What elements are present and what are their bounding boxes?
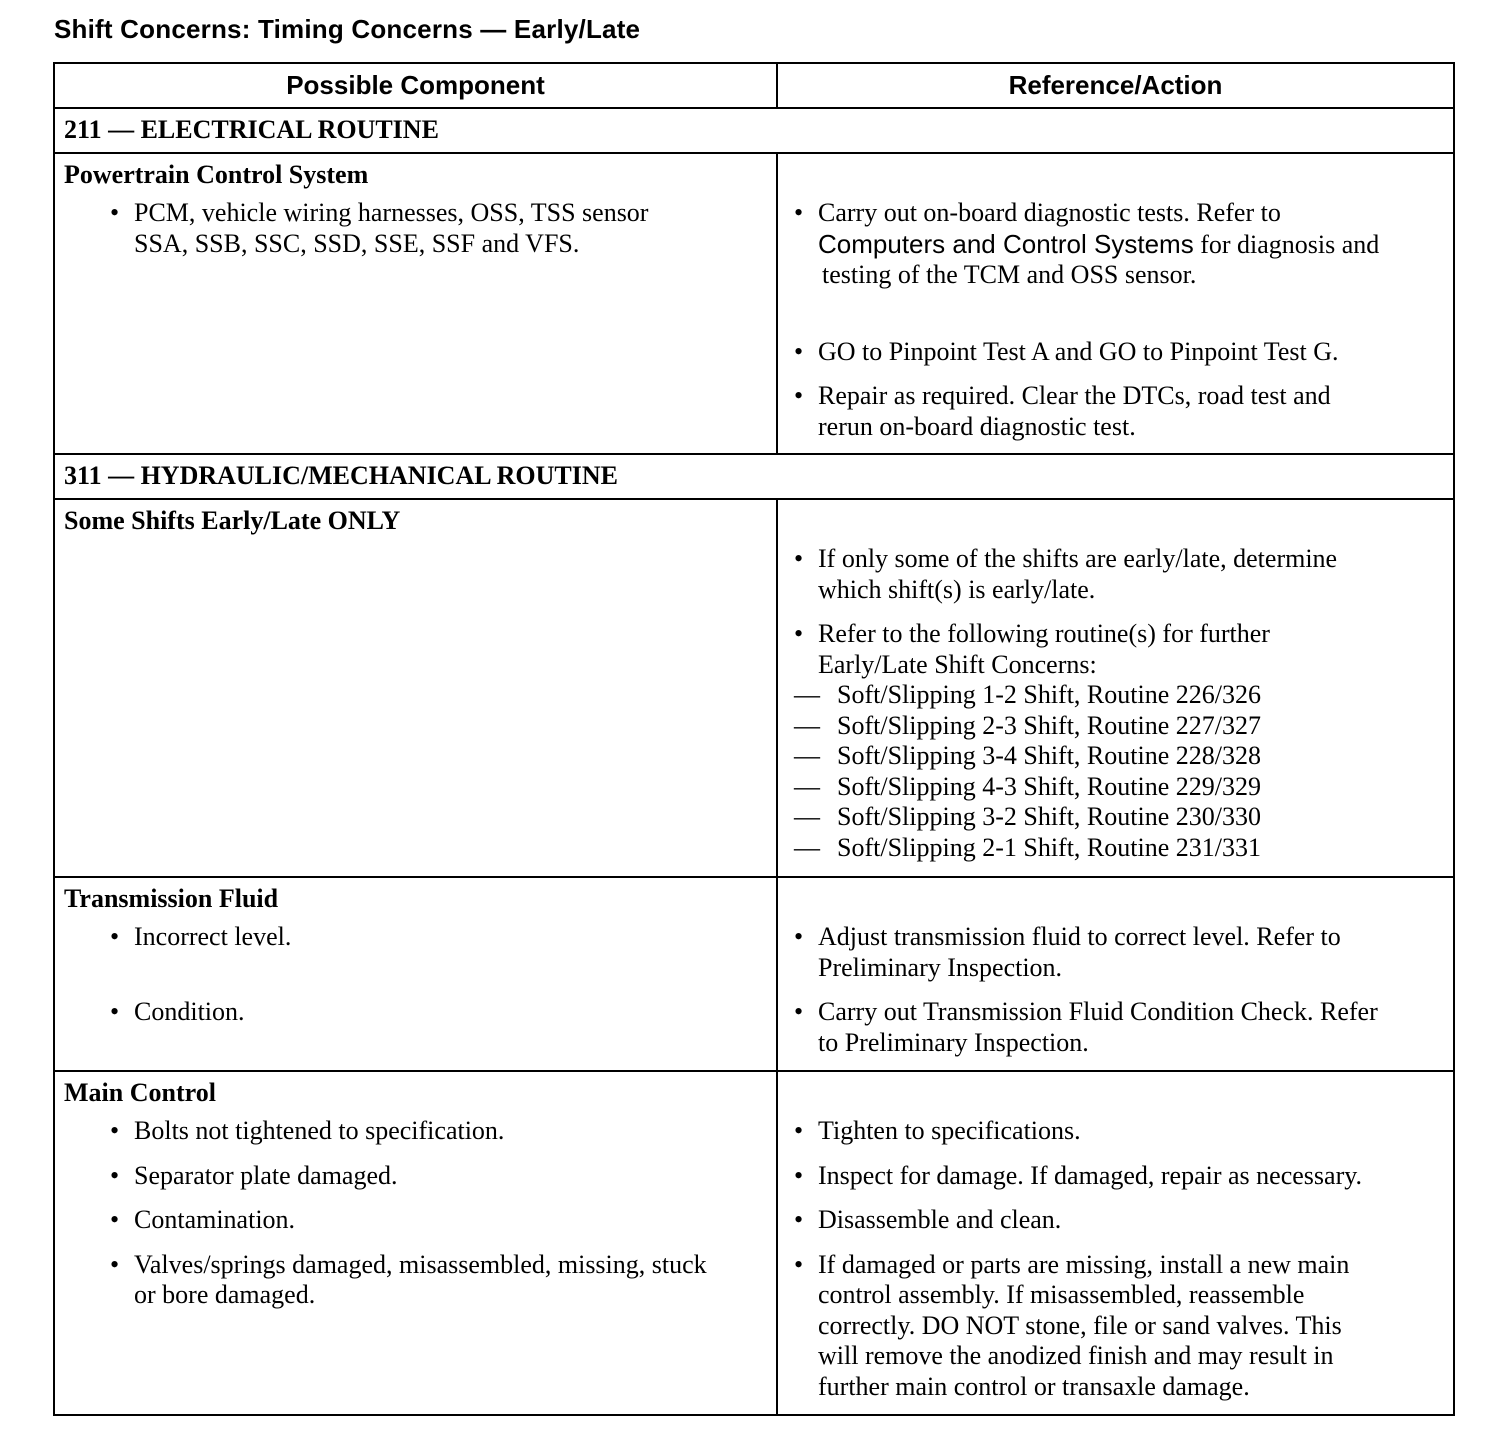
component-item xyxy=(55,1116,776,1147)
routine-reference[interactable]: Soft/Slipping 1-2 Shift, Routine 226/326 xyxy=(837,680,1261,709)
section-row-electrical xyxy=(54,108,1454,153)
bullet-icon: • xyxy=(110,1116,120,1145)
bullet-icon: • xyxy=(110,1205,120,1234)
action-text: correctly. DO NOT stone, file or sand valves. This xyxy=(818,1310,1342,1340)
component-cell-powertrain xyxy=(54,153,777,454)
component-title-fluid: Transmission Fluid xyxy=(64,884,279,913)
component-item xyxy=(55,922,776,953)
bullet-icon: • xyxy=(110,922,120,951)
action-text: control assembly. If misassembled, reassemble xyxy=(818,1280,1305,1309)
action-item xyxy=(778,1161,1453,1192)
action-item xyxy=(778,198,1453,291)
component-cell-main-control xyxy=(54,1071,777,1415)
dash-icon: — xyxy=(794,710,820,740)
page-title: Shift Concerns: Timing Concerns — Early/Late xyxy=(54,14,641,44)
routine-reference[interactable]: Soft/Slipping 3-4 Shift, Routine 228/328 xyxy=(837,741,1261,770)
action-text: Carry out Transmission Fluid Condition Check. Refer xyxy=(818,997,1378,1026)
bullet-icon: • xyxy=(794,1160,804,1190)
action-cell-powertrain xyxy=(777,153,1454,454)
routine-list-item xyxy=(778,772,1453,803)
routine-reference[interactable]: Soft/Slipping 2-3 Shift, Routine 227/327 xyxy=(837,710,1261,740)
component-item xyxy=(55,1250,776,1311)
action-item xyxy=(778,619,1453,680)
routine-list-item xyxy=(778,741,1453,772)
component-item xyxy=(55,198,776,259)
routine-reference[interactable]: Soft/Slipping 3-2 Shift, Routine 230/330 xyxy=(837,802,1261,831)
action-text: Early/Late Shift Concerns: xyxy=(818,649,1097,679)
action-cell-fluid xyxy=(777,877,1454,1071)
table-row-some-shifts xyxy=(54,499,1454,877)
action-text: Tighten to specifications. xyxy=(818,1116,1081,1145)
action-text: will remove the anodized finish and may result in xyxy=(818,1341,1334,1370)
component-cell-some-shifts xyxy=(54,499,777,877)
bullet-icon: • xyxy=(794,997,804,1026)
component-item xyxy=(55,997,776,1028)
dash-icon: — xyxy=(794,802,820,831)
bullet-icon: • xyxy=(794,619,804,648)
bullet-icon: • xyxy=(794,1116,804,1145)
bullet-icon: • xyxy=(110,1249,120,1279)
dash-icon: — xyxy=(794,680,820,709)
bullet-icon: • xyxy=(794,922,804,951)
item-text: SSA, SSB, SSC, SSD, SSE, SSF and VFS. xyxy=(134,228,580,258)
action-item xyxy=(778,337,1453,368)
component-title-main-control: Main Control xyxy=(64,1078,216,1107)
bullet-icon: • xyxy=(794,336,804,366)
section-title-hydraulic: 311 — HYDRAULIC/MECHANICAL ROUTINE xyxy=(54,454,1454,499)
action-item xyxy=(778,544,1453,605)
bullet-icon: • xyxy=(110,996,120,1026)
action-text-line xyxy=(818,229,1441,261)
action-text: testing of the TCM and xyxy=(822,260,1065,289)
diagnostic-table xyxy=(53,62,1455,1416)
action-text: Preliminary Inspection. xyxy=(818,952,1063,982)
bullet-icon: • xyxy=(794,1249,804,1279)
action-text: Refer to the following routine(s) for further xyxy=(818,619,1270,648)
action-text: Carry out on-board diagnostic tests. Refer to xyxy=(818,198,1281,227)
bullet-icon: • xyxy=(794,1205,804,1234)
component-item xyxy=(55,1205,776,1236)
action-text: OSS sensor. xyxy=(1070,260,1197,289)
table-row-powertrain xyxy=(54,153,1454,454)
action-text: If damaged or parts are missing, install a new main xyxy=(818,1249,1350,1279)
bullet-icon: • xyxy=(794,544,804,573)
reference-link-computers[interactable]: Computers and Control Systems xyxy=(818,228,1194,259)
routine-list-item xyxy=(778,802,1453,833)
routine-list-item xyxy=(778,711,1453,742)
component-item xyxy=(55,1161,776,1192)
action-item xyxy=(778,997,1453,1058)
action-item xyxy=(778,922,1453,983)
routine-list-item xyxy=(778,680,1453,711)
action-text: for diagnosis and xyxy=(1200,229,1380,259)
action-text: Adjust transmission fluid to correct level. Refer to xyxy=(818,922,1341,951)
component-cell-fluid xyxy=(54,877,777,1071)
action-text: further main control or transaxle damage. xyxy=(818,1371,1250,1401)
table-row-fluid xyxy=(54,877,1454,1071)
action-item xyxy=(778,1116,1453,1147)
item-text: Separator plate damaged. xyxy=(134,1160,398,1190)
action-text-line xyxy=(818,260,1441,291)
item-text: PCM, vehicle wiring harnesses, OSS, TSS sensor xyxy=(134,198,649,227)
item-text: or bore damaged. xyxy=(134,1280,316,1309)
item-text: Bolts not tightened to specification. xyxy=(134,1116,505,1145)
dash-icon: — xyxy=(794,832,820,862)
bullet-icon: • xyxy=(794,198,804,227)
item-text: Valves/springs damaged, misassembled, missing, stuck xyxy=(134,1249,707,1279)
action-item xyxy=(778,1205,1453,1236)
dash-icon: — xyxy=(794,771,820,801)
component-title-some-shifts: Some Shifts Early/Late ONLY xyxy=(64,506,401,535)
routine-reference[interactable]: Soft/Slipping 4-3 Shift, Routine 229/329 xyxy=(837,771,1261,801)
action-text: to Preliminary Inspection. xyxy=(818,1027,1089,1057)
action-text: Disassemble and clean. xyxy=(818,1205,1062,1234)
table-row-main-control xyxy=(54,1071,1454,1415)
action-item xyxy=(778,381,1453,442)
action-text: Repair as required. Clear the DTCs, road test and xyxy=(818,381,1331,410)
bullet-icon: • xyxy=(110,1160,120,1190)
action-cell-main-control xyxy=(777,1071,1454,1415)
action-text: GO to Pinpoint Test A and GO to Pinpoint Test G. xyxy=(818,336,1339,366)
bullet-icon: • xyxy=(794,381,804,410)
action-text: Inspect for damage. If damaged, repair as necessary. xyxy=(818,1160,1363,1190)
action-cell-some-shifts xyxy=(777,499,1454,877)
item-text: Contamination. xyxy=(134,1205,296,1234)
routine-list-item xyxy=(778,833,1453,864)
item-text: Condition. xyxy=(134,996,245,1026)
column-header-component: Possible Component xyxy=(54,63,777,108)
item-text: Incorrect level. xyxy=(134,922,292,951)
section-title-electrical: 211 — ELECTRICAL ROUTINE xyxy=(54,108,1454,153)
action-text: rerun on-board diagnostic test. xyxy=(818,411,1136,441)
routine-reference[interactable]: Soft/Slipping 2-1 Shift, Routine 231/331 xyxy=(837,832,1261,862)
action-item xyxy=(778,1250,1453,1403)
component-title-powertrain: Powertrain Control System xyxy=(64,160,369,189)
action-text: If only some of the shifts are early/late, determine xyxy=(818,544,1338,573)
bullet-icon: • xyxy=(110,198,120,227)
table-header-row xyxy=(54,63,1454,108)
column-header-action: Reference/Action xyxy=(777,63,1454,108)
dash-icon: — xyxy=(794,741,820,770)
action-text: which shift(s) is early/late. xyxy=(818,574,1096,604)
section-row-hydraulic xyxy=(54,454,1454,499)
